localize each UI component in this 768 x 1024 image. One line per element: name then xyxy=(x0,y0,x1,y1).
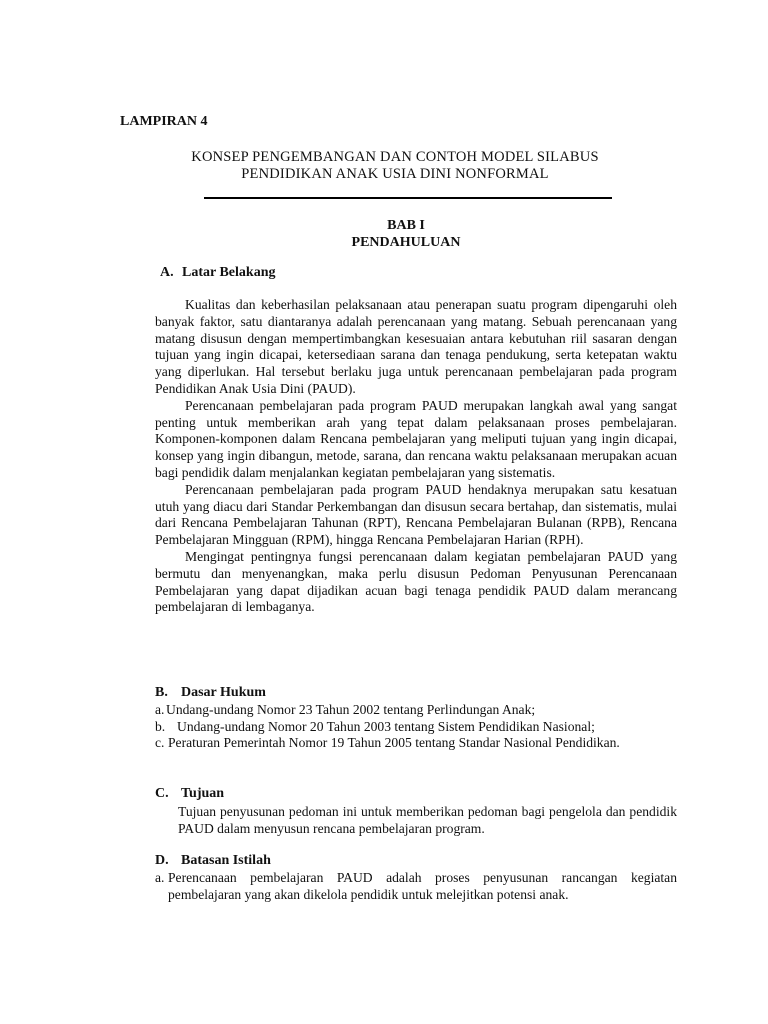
list-marker: a. xyxy=(155,870,165,885)
section-c-title: Tujuan xyxy=(181,786,225,801)
chapter-name: PENDAHULUAN xyxy=(351,235,461,250)
chapter-heading xyxy=(0,217,768,251)
list-marker: b. xyxy=(155,718,166,734)
title-line-2: PENDIDIKAN ANAK USIA DINI NONFORMAL xyxy=(241,166,549,182)
section-b-list xyxy=(155,702,677,752)
paragraph: Perencanaan pembelajaran pada program PAUD hendaknya merupakan satu kesatuan utuh yang diacu dari Standar Perkembangan dan disusun secara bertahap, dan sistematis, mulai dari Rencana Pembelajaran Tahunan (RPT), Rencana Pembelajaran Bulanan (RPB), Rencana Pembelajaran Mingguan (RPM), hingga Rencana Pembelajaran Harian (RPH). xyxy=(155,481,677,548)
appendix-label: LAMPIRAN 4 xyxy=(120,114,208,129)
title-line-1: KONSEP PENGEMBANGAN DAN CONTOH MODEL SILABUS xyxy=(191,149,599,165)
section-c-heading xyxy=(155,786,224,802)
section-d-list xyxy=(155,870,677,903)
section-d-title: Batasan Istilah xyxy=(181,853,271,868)
list-item xyxy=(155,735,677,752)
title-divider xyxy=(204,197,612,199)
section-a-title: Latar Belakang xyxy=(182,265,276,280)
section-a-heading xyxy=(160,265,275,281)
section-a-body xyxy=(155,297,677,616)
list-text: Undang-undang Nomor 23 Tahun 2002 tentang Perlindungan Anak; xyxy=(166,702,536,717)
paragraph: Perencanaan pembelajaran pada program PAUD merupakan langkah awal yang sangat penting untuk memberikan arah yang tepat dalam pelaksanaan proses pembelajaran. Komponen-komponen dalam Rencana pembelajaran yang meliputi tujuan yang ingin dicapai, konsep yang ingin dibangun, metode, sarana, dan rencana waktu pelaksanaan merupakan acuan bagi pendidik dalam menjalankan kegiatan pembelajaran yang sistematis. xyxy=(155,397,677,480)
section-b-heading xyxy=(155,685,266,701)
list-item xyxy=(155,719,677,736)
section-d-letter: D. xyxy=(155,853,169,868)
list-text: Undang-undang Nomor 20 Tahun 2003 tentang Sistem Pendidikan Nasional; xyxy=(177,718,595,734)
list-text: Peraturan Pemerintah Nomor 19 Tahun 2005 tentang Standar Nasional Pendidikan. xyxy=(168,735,620,751)
section-a-letter: A. xyxy=(160,265,174,280)
paragraph: Mengingat pentingnya fungsi perencanaan dalam kegiatan pembelajaran PAUD yang bermutu dan menyenangkan, maka perlu disusun Pedoman Penyusunan Perencanaan Pembelajaran yang dapat dijadikan acuan bagi tenaga pendidik PAUD dalam merancang pembelajaran di lembaganya. xyxy=(155,548,677,615)
section-b-title: Dasar Hukum xyxy=(181,685,266,700)
section-b-letter: B. xyxy=(155,685,168,700)
paragraph: Kualitas dan keberhasilan pelaksanaan atau penerapan suatu program dipengaruhi oleh banyak faktor, satu diantaranya adalah perencanaan yang matang. Sebuah perencanaan yang matang disusun dengan mempertimbangkan kesesuaian antara kebutuhan riil sasaran dengan tujuan yang ingin dicapai, ketersediaan sarana dan tenaga pendukung, serta ketepatan waktu yang diperlukan. Hal tersebut berlaku juga untuk perencanaan pembelajaran pada program Pendidikan Anak Usia Dini (PAUD). xyxy=(155,297,677,396)
section-c-letter: C. xyxy=(155,786,169,801)
list-item xyxy=(155,702,677,719)
section-c-body: Tujuan penyusunan pedoman ini untuk memberikan pedoman bagi pengelola dan pendidik PAUD dalam menyusun rencana pembelajaran program. xyxy=(178,804,677,836)
section-d-heading xyxy=(155,853,271,869)
list-text: Perencanaan pembelajaran PAUD adalah proses penyusunan rancangan kegiatan pembelajaran yang akan dikelola pendidik untuk melejitkan potensi anak. xyxy=(168,870,677,902)
document-title xyxy=(0,149,768,183)
list-item xyxy=(155,870,677,903)
list-marker: c. xyxy=(155,735,165,751)
chapter-number: BAB I xyxy=(387,218,425,233)
list-marker: a. xyxy=(155,702,165,717)
